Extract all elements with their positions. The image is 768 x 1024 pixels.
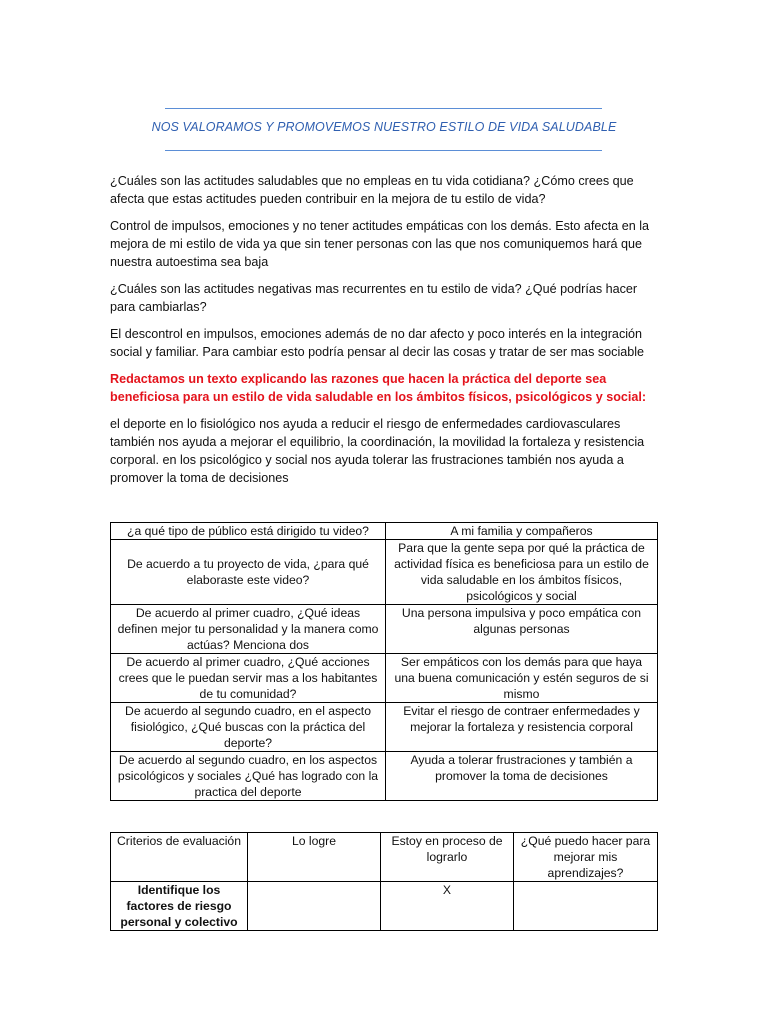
table-cell: X	[381, 882, 514, 931]
table-cell: Para que la gente sepa por qué la práctica de actividad física es beneficiosa para un estilo de vida saludable en los ámbitos físicos, psicológicos y social	[386, 540, 658, 605]
table-cell: A mi familia y compañeros	[386, 523, 658, 540]
table-cell: Una persona impulsiva y poco empática con algunas personas	[386, 605, 658, 654]
table-header-row	[111, 833, 658, 882]
table-cell: De acuerdo al primer cuadro, ¿Qué acciones crees que le puedan servir mas a los habitantes de tu comunidad?	[111, 654, 386, 703]
document-title: NOS VALORAMOS Y PROMOVEMOS NUESTRO ESTILO DE VIDA SALUDABLE	[151, 120, 617, 134]
table-cell: De acuerdo a tu proyecto de vida, ¿para qué elaboraste este video?	[111, 540, 386, 605]
title-rule-bottom	[165, 150, 602, 151]
table-header-cell: ¿Qué puedo hacer para mejorar mis aprendizajes?	[514, 833, 658, 882]
table-row	[111, 882, 658, 931]
table-cell: ¿a qué tipo de público está dirigido tu video?	[111, 523, 386, 540]
table-row	[111, 752, 658, 801]
table-cell	[248, 882, 381, 931]
answer-1: Control de impulsos, emociones y no tener actitudes empáticas con los demás. Esto afecta en la mejora de mi estilo de vida ya que sin tener personas con las que nos comuniquemos hará que nuestra autoestima sea baja	[110, 219, 650, 269]
table-row	[111, 605, 658, 654]
instruction-heading: Redactamos un texto explicando las razones que hacen la práctica del deporte sea beneficiosa para un estilo de vida saludable en los ámbitos físicos, psicológicos y social:	[110, 372, 647, 404]
question-2: ¿Cuáles son las actitudes negativas mas recurrentes en tu estilo de vida? ¿Qué podrías hacer para cambiarlas?	[110, 282, 638, 314]
table-cell	[514, 882, 658, 931]
table-cell: Ayuda a tolerar frustraciones y también a promover la toma de decisiones	[386, 752, 658, 801]
question-1: ¿Cuáles son las actitudes saludables que no empleas en tu vida cotidiana? ¿Cómo crees que afecta que estas actitudes pueden contribuir en la mejora de tu estilo de vida?	[110, 174, 634, 206]
table-cell: De acuerdo al primer cuadro, ¿Qué ideas definen mejor tu personalidad y la manera como actúas? Menciona dos	[111, 605, 386, 654]
table-header-cell: Lo logre	[248, 833, 381, 882]
sport-benefits-text: el deporte en lo fisiológico nos ayuda a reducir el riesgo de enfermedades cardiovasculares también nos ayuda a mejorar el equilibrio, la coordinación, la movilidad la fortaleza y resistencia corporal. en los psicológico y social nos ayuda tolerar las frustraciones también nos ayuda a promover la toma de decisiones	[110, 417, 645, 485]
answer-2: El descontrol en impulsos, emociones además de no dar afecto y poco interés en la integración social y familiar. Para cambiar esto podría pensar al decir las cosas y tratar de ser mas sociable	[110, 327, 645, 359]
table-cell: Evitar el riesgo de contraer enfermedades y mejorar la fortaleza y resistencia corporal	[386, 703, 658, 752]
table-cell: De acuerdo al segundo cuadro, en el aspecto fisiológico, ¿Qué buscas con la práctica del deporte?	[111, 703, 386, 752]
table-row	[111, 523, 658, 540]
title-rule-top	[165, 108, 602, 109]
table-cell: Identifique los factores de riesgo personal y colectivo	[111, 882, 248, 931]
table-cell: De acuerdo al segundo cuadro, en los aspectos psicológicos y sociales ¿Qué has logrado con la practica del deporte	[111, 752, 386, 801]
table-row	[111, 540, 658, 605]
evaluation-table	[110, 832, 658, 931]
table-header-cell: Estoy en proceso de lograrlo	[381, 833, 514, 882]
table-row	[111, 703, 658, 752]
table-row	[111, 654, 658, 703]
reflection-table	[110, 522, 658, 801]
table-cell: Ser empáticos con los demás para que haya una buena comunicación y estén seguros de si mismo	[386, 654, 658, 703]
table-header-cell: Criterios de evaluación	[111, 833, 248, 882]
